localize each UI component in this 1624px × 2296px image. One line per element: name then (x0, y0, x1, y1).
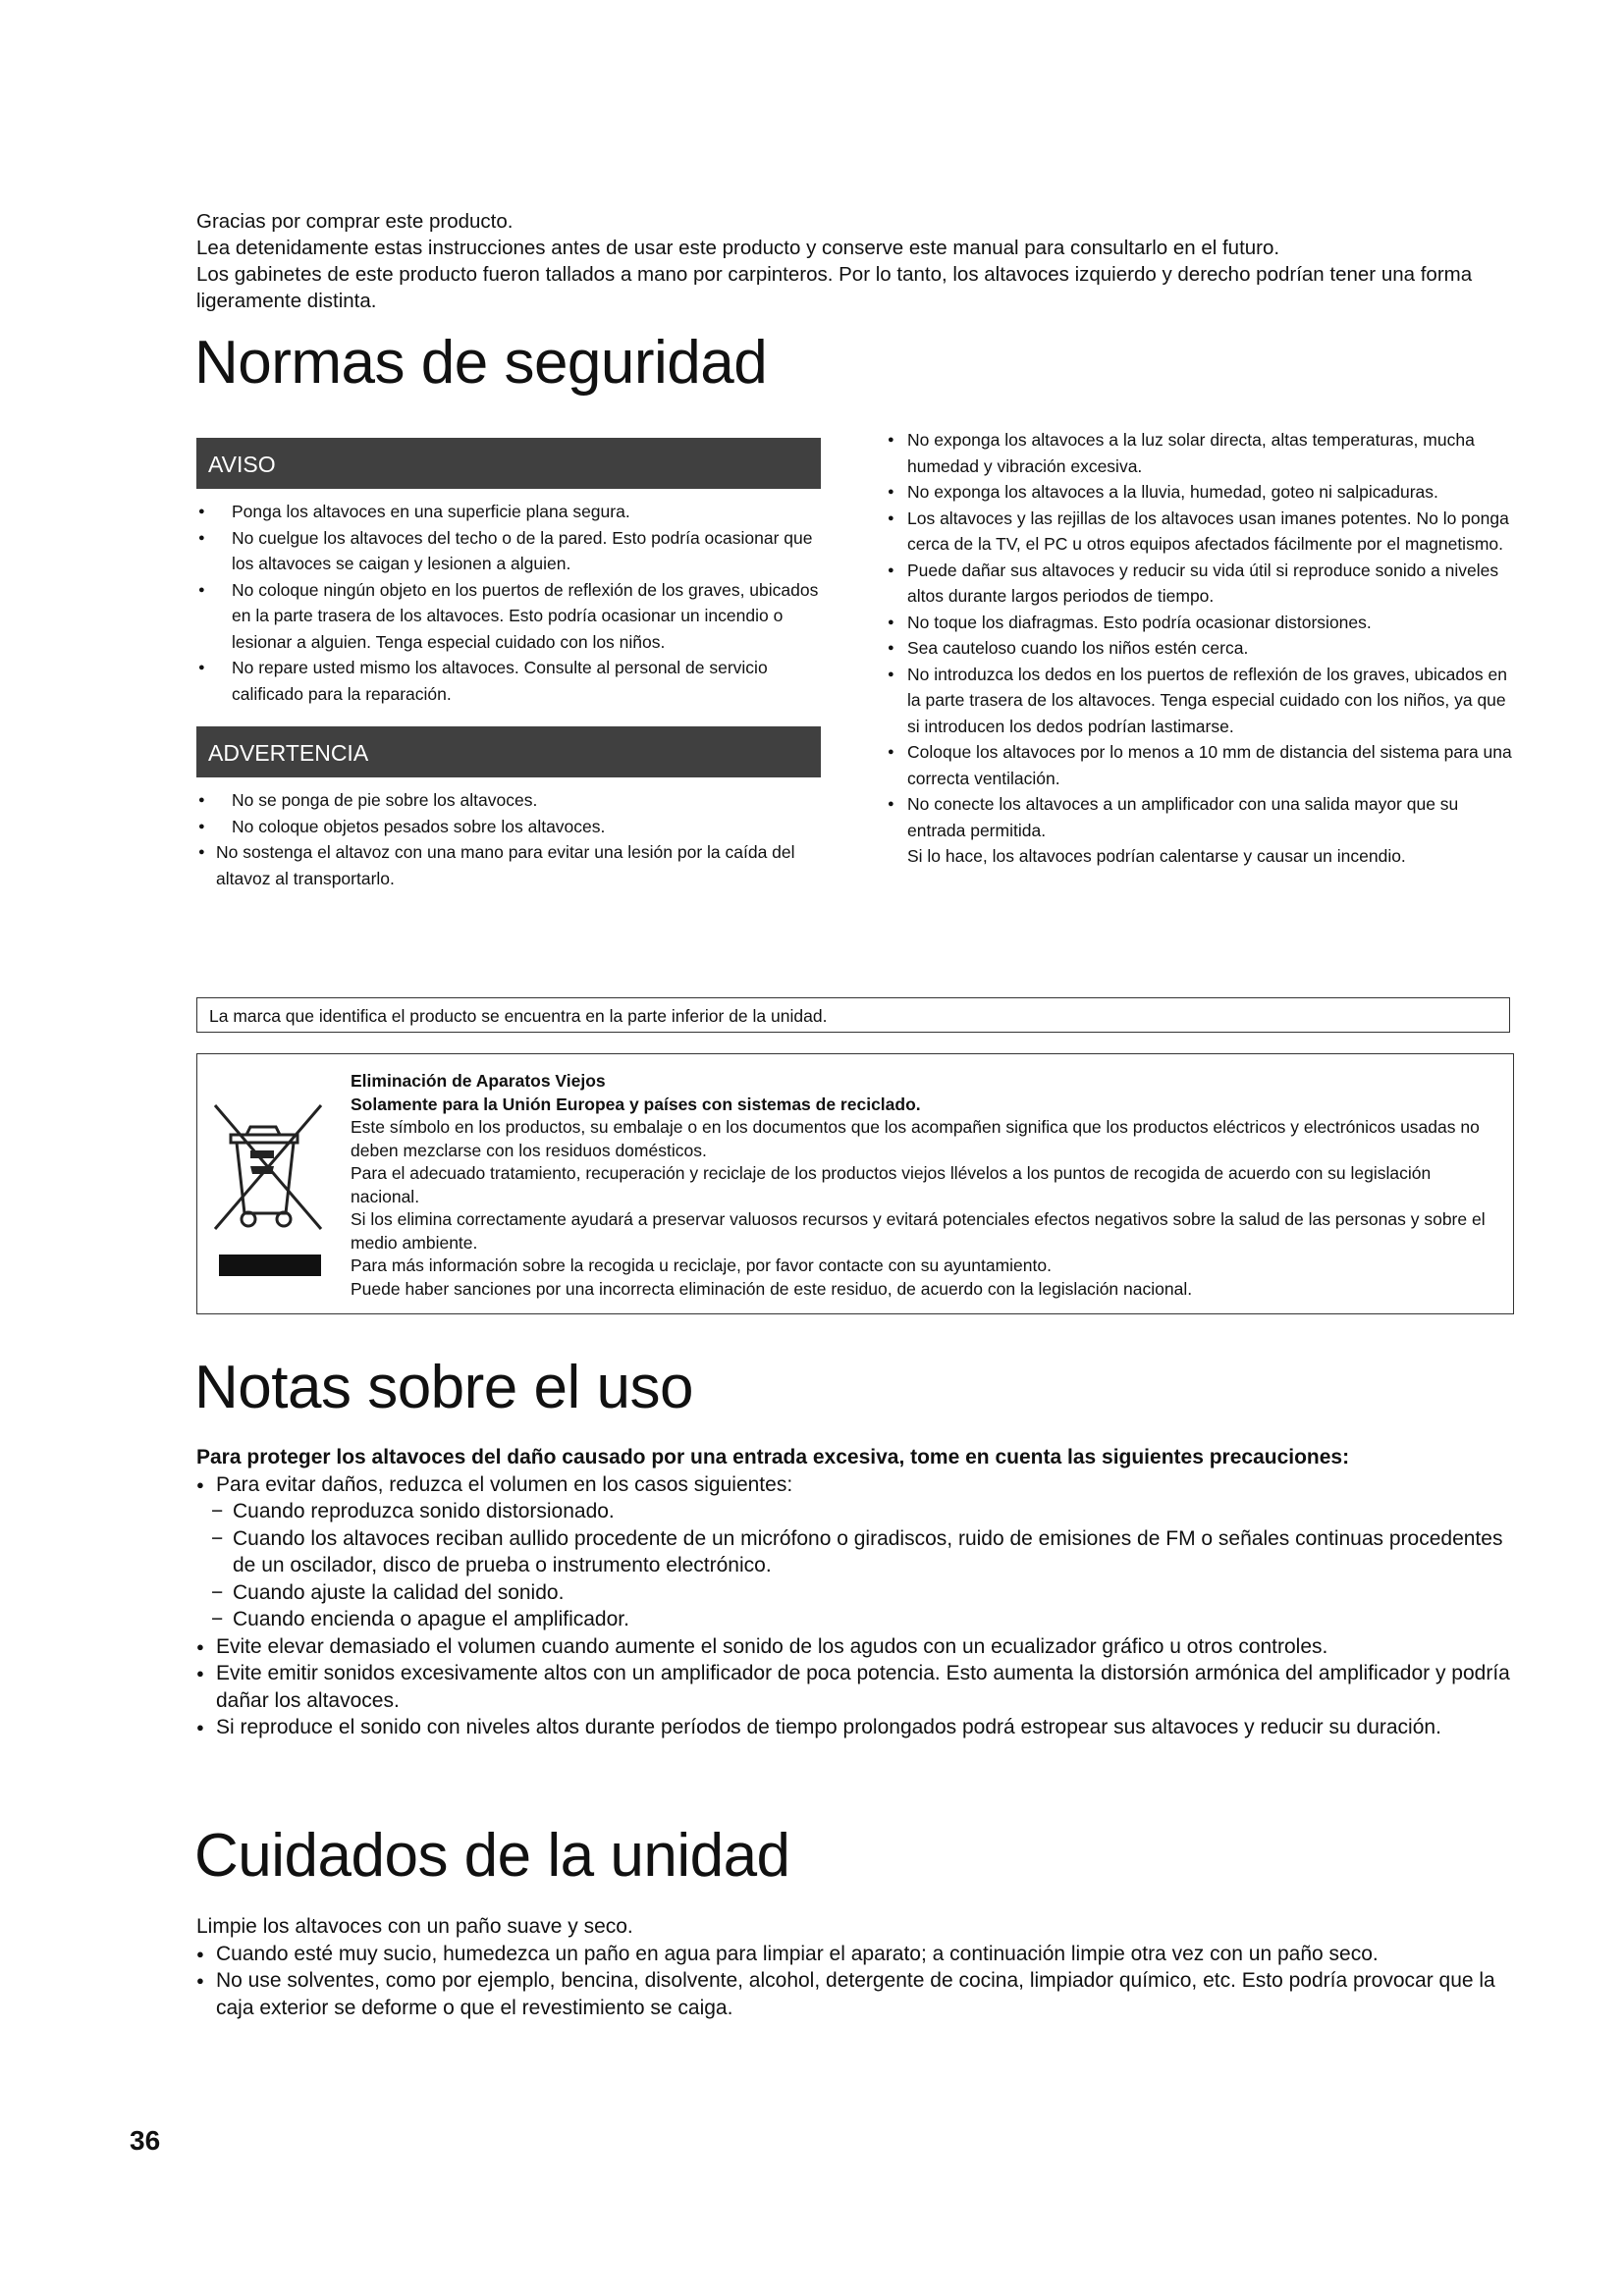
advertencia-header: ADVERTENCIA (196, 726, 821, 777)
list-item: ● No coloque ningún objeto en los puertos de reflexión de los graves, ubicados en la parte trasera de los altavoces. Esto podría ocasionar un incendio o lesionar a alguien. Tenga especial cuidado con los niños. (196, 577, 821, 656)
intro-line: Lea detenidamente estas instrucciones antes de usar este producto y conserve este manual para consultarlo en el futuro. (196, 237, 1280, 259)
list-item: ● Puede dañar sus altavoces y reducir su vida útil si reproduce sonido a niveles altos durante largos periodos de tiempo. (888, 558, 1516, 610)
fire-warning-note: Si lo hace, los altavoces podrían calentarse y causar un incendio. (907, 846, 1406, 866)
weee-title: Eliminación de Aparatos Viejos (351, 1071, 606, 1091)
list-item: ● Evite elevar demasiado el volumen cuando aumente el sonido de los agudos con un ecualizador gráfico u otros controles. (196, 1633, 1522, 1661)
aviso-list (196, 499, 821, 707)
safety-left-column (196, 438, 821, 891)
weee-text (351, 1070, 1499, 1301)
list-item: ● Coloque los altavoces por lo menos a 10 mm de distancia del sistema para una correcta ventilación. (888, 739, 1516, 791)
list-item: ● Los altavoces y las rejillas de los altavoces usan imanes potentes. No lo ponga cerca de la TV, el PC u otros equipos afectados fácilmente por el magnetismo. (888, 506, 1516, 558)
weee-disposal-box (196, 1053, 1514, 1314)
list-item: ● No sostenga el altavoz con una mano para evitar una lesión por la caída del altavoz al transportarlo. (196, 839, 821, 891)
list-item: ● No repare usted mismo los altavoces. Consulte al personal de servicio calificado para la reparación. (196, 655, 821, 707)
list-item: ● No coloque objetos pesados sobre los altavoces. (196, 814, 821, 840)
dash-item: − Cuando reproduzca sonido distorsionado. (196, 1498, 1522, 1525)
intro-line: Los gabinetes de este producto fueron tallados a mano por carpinteros. Por lo tanto, los altavoces izquierdo y derecho podrían tener una forma ligeramente distinta. (196, 263, 1473, 312)
weee-line: Este símbolo en los productos, su embalaje o en los documentos que los acompañen significa que los productos eléctricos y electrónicos usadas no deben mezclarse con los residuos domésticos. (351, 1117, 1480, 1160)
list-item: ● No introduzca los dedos en los puertos de reflexión de los graves, ubicados en la parte trasera de los altavoces. Tenga especial cuidado con los niños, ya que si introducen los dedos podrían lastimarse. (888, 662, 1516, 740)
product-mark-notice: La marca que identifica el producto se encuentra en la parte inferior de la unidad. (196, 997, 1510, 1033)
list-item: ● No exponga los altavoces a la luz solar directa, altas temperaturas, mucha humedad y vibración excesiva. (888, 427, 1516, 479)
list-item: ● No cuelgue los altavoces del techo o de la pared. Esto podría ocasionar que los altavoces se caigan y lesionen a alguien. (196, 525, 821, 577)
safety-heading: Normas de seguridad (194, 329, 768, 397)
dash-item: − Cuando ajuste la calidad del sonido. (196, 1579, 1522, 1607)
weee-line: Puede haber sanciones por una incorrecta eliminación de este residuo, de acuerdo con la legislación nacional. (351, 1278, 1193, 1299)
list-item: ● Para evitar daños, reduzca el volumen en los casos siguientes: (196, 1471, 1522, 1499)
list-item: ● Sea cauteloso cuando los niños estén cerca. (888, 635, 1516, 662)
list-item: ● No conecte los altavoces a un amplificador con una salida mayor que su entrada permitida. (888, 791, 1516, 843)
intro-line: Gracias por comprar este producto. (196, 210, 514, 233)
list-item: ● No toque los diafragmas. Esto podría ocasionar distorsiones. (888, 610, 1516, 636)
weee-line: Para más información sobre la recogida u reciclaje, por favor contacte con su ayuntamiento. (351, 1255, 1052, 1275)
usage-heading: Notas sobre el uso (194, 1354, 693, 1421)
usage-lead: Para proteger los altavoces del daño causado por una entrada excesiva, tome en cuenta las siguientes precauciones: (196, 1446, 1350, 1468)
weee-subtitle: Solamente para la Unión Europea y países con sistemas de reciclado. (351, 1094, 921, 1114)
care-heading: Cuidados de la unidad (194, 1822, 790, 1890)
dash-item: − Cuando encienda o apague el amplificador. (196, 1606, 1522, 1633)
care-section (196, 1913, 1522, 2021)
weee-line: Si los elimina correctamente ayudará a preservar valuosos recursos y evitará potenciales efectos negativos sobre la salud de las personas y sobre el medio ambiente. (351, 1209, 1486, 1253)
crossed-out-wheelie-bin-icon (211, 1097, 325, 1284)
safety-right-column (888, 427, 1516, 870)
dash-item: − Cuando los altavoces reciban aullido procedente de un micrófono o giradiscos, ruido de emisiones de FM o señales continuas procedentes de un oscilador, disco de prueba o instrumento electrónico. (196, 1525, 1522, 1579)
intro-text (196, 208, 1512, 314)
usage-section (196, 1444, 1522, 1741)
list-item: ● Si reproduce el sonido con niveles altos durante períodos de tiempo prolongados podrá estropear sus altavoces y reducir su duración. (196, 1714, 1522, 1741)
list-item: ● No se ponga de pie sobre los altavoces. (196, 787, 821, 814)
list-item: ● Evite emitir sonidos excesivamente altos con un amplificador de poca potencia. Esto aumenta la distorsión armónica del amplificador y podría dañar los altavoces. (196, 1660, 1522, 1714)
list-item: ● No use solventes, como por ejemplo, bencina, disolvente, alcohol, detergente de cocina, limpiador químico, etc. Esto podría provocar que la caja exterior se deforme o que el revestimiento se caiga. (196, 1967, 1522, 2021)
list-item: ● Ponga los altavoces en una superficie plana segura. (196, 499, 821, 525)
advertencia-list (196, 787, 821, 891)
aviso-header: AVISO (196, 438, 821, 489)
list-item: ● Cuando esté muy sucio, humedezca un paño en agua para limpiar el aparato; a continuación limpie otra vez con un paño seco. (196, 1941, 1522, 1968)
care-intro: Limpie los altavoces con un paño suave y seco. (196, 1915, 633, 1938)
weee-line: Para el adecuado tratamiento, recuperación y reciclaje de los productos viejos llévelos a los puntos de recogida de acuerdo con su legislación nacional. (351, 1163, 1432, 1206)
list-item: ● No exponga los altavoces a la lluvia, humedad, goteo ni salpicaduras. (888, 479, 1516, 506)
safety-right-list (888, 427, 1516, 843)
page-number: 36 (130, 2125, 161, 2156)
